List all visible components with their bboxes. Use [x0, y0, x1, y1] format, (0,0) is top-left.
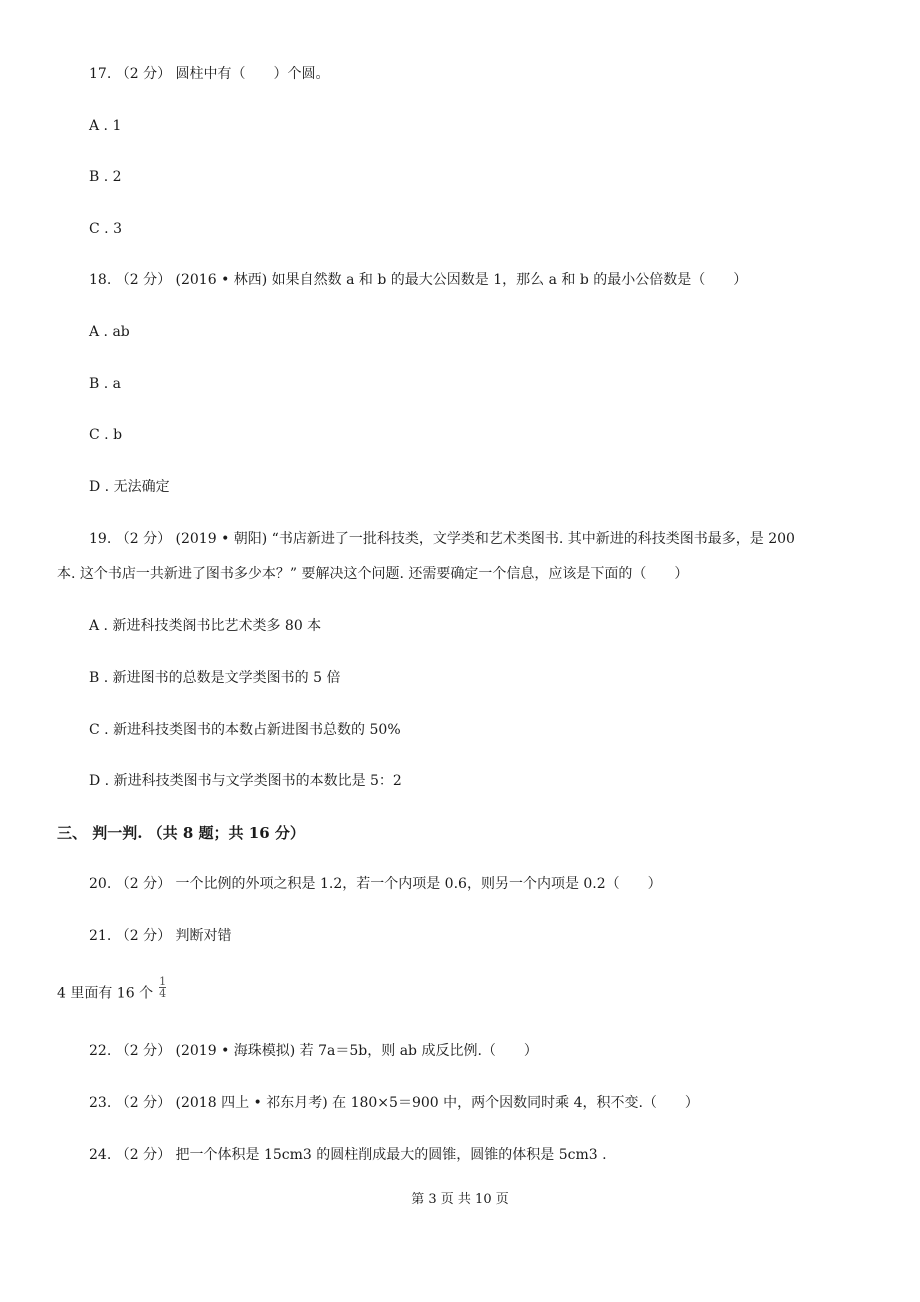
fraction-one-quarter — [159, 976, 166, 999]
q19-option-b: B . 新进图书的总数是文学类图书的 5 倍 — [89, 670, 341, 686]
question-24: 24. （2 分） 把一个体积是 15cm3 的圆柱削成最大的圆锥，圆锥的体积是 5cm3 . — [89, 1147, 607, 1163]
q18-option-c: C . b — [89, 427, 123, 443]
question-19-stem-continued: 本. 这个书店一共新进了图书多少本？” 要解决这个问题. 还需要确定一个信息，应该是下面的（ ） — [57, 566, 689, 582]
q17-option-c: C . 3 — [89, 221, 122, 237]
question-18-stem: 18. （2 分） (2016 • 林西) 如果自然数 a 和 b 的最大公因数是 1，那么 a 和 b 的最小公倍数是（ ） — [89, 272, 748, 288]
q17-option-b: B . 2 — [89, 169, 122, 185]
fraction-numerator: 1 — [159, 975, 167, 988]
question-17-stem: 17. （2 分） 圆柱中有（ ）个圆。 — [89, 66, 330, 82]
q18-option-b: B . a — [89, 376, 121, 392]
q17-option-a: A . 1 — [89, 118, 122, 134]
question-21-stem: 21. （2 分） 判断对错 — [89, 928, 232, 944]
q18-option-d: D . 无法确定 — [89, 479, 170, 495]
question-20: 20. （2 分） 一个比例的外项之积是 1.2，若一个内项是 0.6，则另一个内项是 0.2（ ） — [89, 876, 662, 892]
question-19-stem: 19. （2 分） (2019 • 朝阳) “书店新进了一批科技类，文学类和艺术类图书. 其中新进的科技类图书最多，是 200 — [89, 531, 795, 547]
question-23: 23. （2 分） (2018 四上 • 祁东月考) 在 180×5＝900 中，两个因数同时乘 4，积不变.（ ） — [89, 1095, 699, 1111]
section-3-heading: 三、 判一判. （共 8 题；共 16 分） — [57, 824, 305, 842]
question-21-text: 4 里面有 16 个 — [57, 985, 154, 1002]
q19-option-a: A . 新进科技类阁书比艺术类多 80 本 — [89, 618, 322, 634]
fraction-denominator: 4 — [159, 987, 167, 1000]
q19-option-d: D . 新进科技类图书与文学类图书的本数比是 5：2 — [89, 773, 402, 789]
page-footer: 第 3 页 共 10 页 — [411, 1192, 509, 1207]
question-22: 22. （2 分） (2019 • 海珠模拟) 若 7a＝5b，则 ab 成反比例.（ ） — [89, 1043, 538, 1059]
q18-option-a: A . ab — [89, 324, 130, 340]
q19-option-c: C . 新进科技类图书的本数占新进图书总数的 50% — [89, 722, 401, 738]
question-21-statement — [57, 975, 167, 1005]
